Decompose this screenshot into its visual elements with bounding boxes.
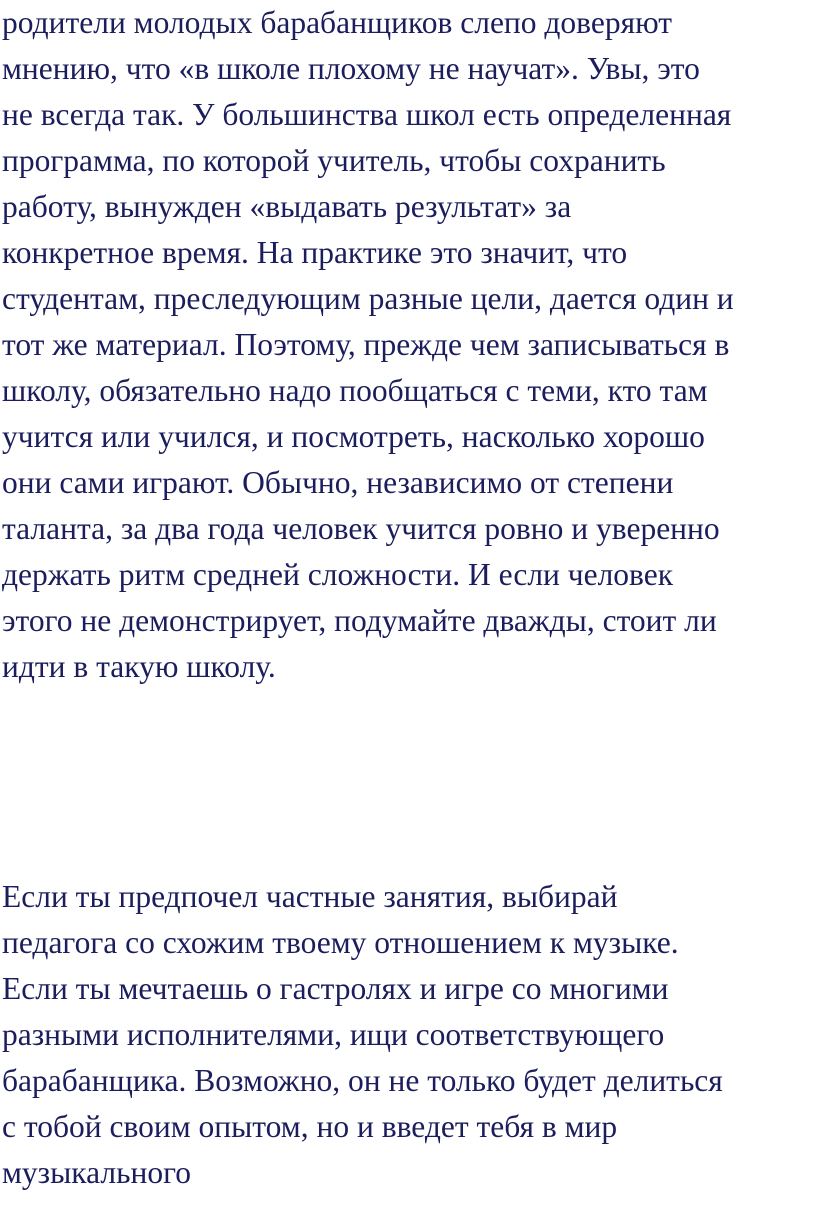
paragraph-1-line-7: студентам, преследующим разные цели, дается один и	[2, 281, 734, 316]
paragraph-2-line-5: барабанщика. Возможно, он не только будет делиться	[2, 1063, 723, 1098]
paragraph-1-line-6: конкретное время. На практике это значит, что	[2, 235, 628, 270]
paragraph-1-line-1: родители молодых барабанщиков слепо доверяют	[2, 5, 672, 40]
paragraph-2-line-2: педагога со схожим твоему отношением к музыке.	[2, 925, 679, 960]
paragraph-1-line-13: держать ритм средней сложности. И если человек	[2, 557, 674, 592]
paragraph-1-line-2: мнению, что «в школе плохому не научат». Увы, это	[2, 51, 700, 86]
paragraph-1-line-12: таланта, за два года человек учится ровно и уверенно	[2, 511, 720, 546]
paragraph-1-line-14: этого не демонстрирует, подумайте дважды, стоит ли	[2, 603, 717, 638]
paragraph-2-line-4: разными исполнителями, ищи соответствующего	[2, 1017, 665, 1052]
paragraph-1-line-4: программа, по которой учитель, чтобы сохранить	[2, 143, 666, 178]
paragraph-2-line-6: с тобой своим опытом, но и введет тебя в мир	[2, 1109, 618, 1144]
paragraph-2-line-1: Если ты предпочел частные занятия, выбирай	[2, 879, 618, 914]
paragraph-1-line-3: не всегда так. У большинства школ есть определенная	[2, 97, 732, 132]
paragraph-1-line-5: работу, вынужден «выдавать результат» за	[2, 189, 572, 224]
paragraph-1-line-10: учится или учился, и посмотреть, насколько хорошо	[2, 419, 705, 454]
paragraph-1-line-9: школу, обязательно надо пообщаться с теми, кто там	[2, 373, 708, 408]
paragraph-1-line-11: они сами играют. Обычно, независимо от степени	[2, 465, 674, 500]
paragraph-1-line-15: идти в такую школу.	[2, 649, 276, 684]
paragraph-2-line-3: Если ты мечтаешь о гастролях и игре со многими	[2, 971, 669, 1006]
paragraph-2-line-7: музыкального	[2, 1155, 191, 1190]
paragraph-1-line-8: тот же материал. Поэтому, прежде чем записываться в	[2, 327, 730, 362]
